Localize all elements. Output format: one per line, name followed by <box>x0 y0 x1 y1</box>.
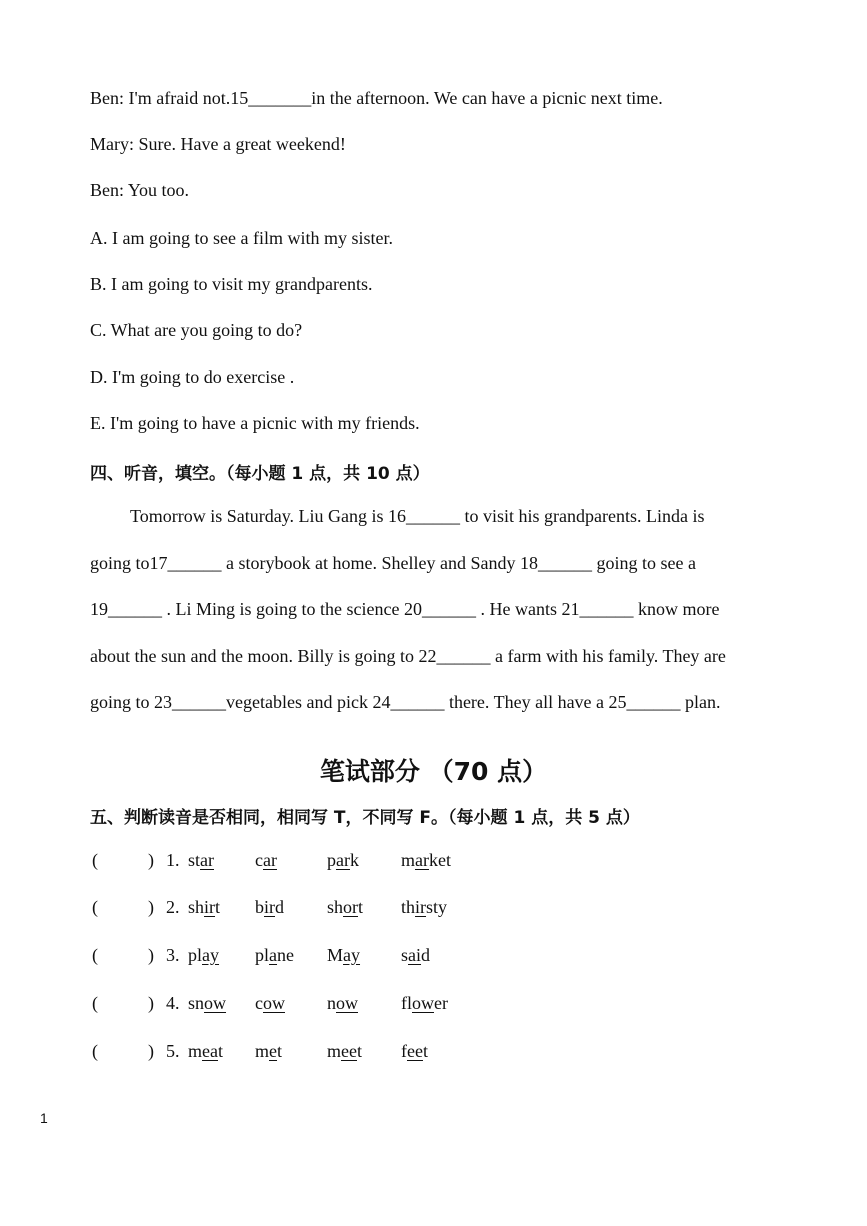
word-underlined-part: ow <box>263 993 285 1013</box>
word-part: er <box>434 993 448 1013</box>
word-part: sh <box>188 897 205 917</box>
written-part-title: 笔试部分 （70 点） <box>319 757 548 786</box>
word-underlined-part: ir <box>415 897 427 917</box>
word-part: t <box>358 897 364 917</box>
word-underlined-part: ar <box>263 850 277 870</box>
phonics-word-4 <box>401 945 430 966</box>
word-underlined-part: ow <box>204 993 227 1013</box>
word-part: pl <box>188 945 203 965</box>
phonics-row <box>92 897 592 923</box>
phonics-word-4 <box>401 993 448 1014</box>
word-part: s <box>401 945 409 965</box>
section5-heading: 五、判断读音是否相同，相同写 T，不同写 F。（每小题 1 点，共 5 点） <box>90 808 640 828</box>
dialogue-line-ben-2: Ben: You too. <box>90 180 190 200</box>
word-part: sty <box>426 897 448 917</box>
answer-paren-open[interactable]: ( <box>92 897 98 917</box>
item-number: 5. <box>166 1041 180 1061</box>
word-part: t <box>357 1041 363 1061</box>
answer-paren-close: ) <box>148 945 154 965</box>
word-underlined-part: ow <box>412 993 434 1013</box>
section4-heading: 四、听音，填空。（每小题 1 点，共 10 点） <box>90 464 430 484</box>
option-c: C. What are you going to do? <box>90 320 303 340</box>
phonics-word-1 <box>188 897 220 918</box>
word-underlined-part: ee <box>407 1041 423 1061</box>
section4-line-5: going to 23______vegetables and pick 24______ there. They all have a 25______ plan. <box>90 692 721 712</box>
phonics-word-3 <box>327 850 359 871</box>
section4-line-2: going to17______ a storybook at home. Shelley and Sandy 18______ going to see a <box>90 553 696 573</box>
phonics-row <box>92 993 592 1019</box>
answer-paren-open[interactable]: ( <box>92 850 98 870</box>
phonics-word-4 <box>401 850 451 871</box>
phonics-row <box>92 1041 592 1067</box>
word-part: th <box>401 897 416 917</box>
word-part: t <box>277 1041 283 1061</box>
word-underlined-part: ar <box>200 850 214 870</box>
word-part: f <box>401 1041 407 1061</box>
phonics-word-2 <box>255 945 294 966</box>
word-part: c <box>255 850 263 870</box>
answer-paren-open[interactable]: ( <box>92 1041 98 1061</box>
word-part: pl <box>255 945 270 965</box>
phonics-word-1 <box>188 993 226 1014</box>
phonics-word-4 <box>401 1041 428 1062</box>
option-a: A. I am going to see a film with my sister. <box>90 228 393 248</box>
word-underlined-part: a <box>269 945 278 965</box>
phonics-word-1 <box>188 1041 223 1062</box>
word-underlined-part: ow <box>336 993 358 1013</box>
word-part: m <box>188 1041 203 1061</box>
word-underlined-part: ay <box>202 945 220 965</box>
word-underlined-part: e <box>269 1041 278 1061</box>
page-number: 1 <box>40 1110 48 1126</box>
word-underlined-part: or <box>343 897 359 917</box>
word-underlined-part: ar <box>415 850 429 870</box>
word-part: fl <box>401 993 412 1013</box>
answer-paren-close: ) <box>148 850 154 870</box>
item-number: 1. <box>166 850 180 870</box>
word-part: st <box>188 850 201 870</box>
phonics-word-1 <box>188 850 214 871</box>
phonics-word-3 <box>327 1041 362 1062</box>
word-part: d <box>421 945 431 965</box>
answer-paren-close: ) <box>148 993 154 1013</box>
word-underlined-part: ar <box>336 850 350 870</box>
phonics-word-2 <box>255 897 284 918</box>
word-underlined-part: ay <box>343 945 361 965</box>
section4-line-4: about the sun and the moon. Billy is going to 22______ a farm with his family. They are <box>90 646 726 666</box>
word-part: t <box>422 1041 428 1061</box>
phonics-word-4 <box>401 897 447 918</box>
phonics-word-2 <box>255 993 285 1014</box>
answer-paren-open[interactable]: ( <box>92 945 98 965</box>
option-d: D. I'm going to do exercise . <box>90 367 295 387</box>
phonics-row <box>92 850 592 876</box>
phonics-word-3 <box>327 945 360 966</box>
phonics-row <box>92 945 592 971</box>
word-underlined-part: ai <box>408 945 422 965</box>
word-part: b <box>255 897 264 917</box>
phonics-word-2 <box>255 850 277 871</box>
word-part: ne <box>277 945 295 965</box>
item-number: 2. <box>166 897 180 917</box>
word-part: m <box>327 1041 342 1061</box>
option-e: E. I'm going to have a picnic with my friends. <box>90 413 420 433</box>
word-part: t <box>215 897 221 917</box>
section4-line-1: Tomorrow is Saturday. Liu Gang is 16______ to visit his grandparents. Linda is <box>130 506 705 526</box>
word-part: k <box>349 850 359 870</box>
word-part: M <box>327 945 344 965</box>
word-part: sh <box>327 897 344 917</box>
word-part: m <box>401 850 416 870</box>
item-number: 3. <box>166 945 180 965</box>
phonics-word-3 <box>327 993 358 1014</box>
word-underlined-part: ir <box>204 897 216 917</box>
word-part: ket <box>429 850 451 870</box>
answer-paren-close: ) <box>148 897 154 917</box>
word-part: c <box>255 993 263 1013</box>
dialogue-line-ben-1: Ben: I'm afraid not.15_______in the afternoon. We can have a picnic next time. <box>90 88 663 108</box>
dialogue-line-mary: Mary: Sure. Have a great weekend! <box>90 134 346 154</box>
word-part: sn <box>188 993 205 1013</box>
item-number: 4. <box>166 993 180 1013</box>
phonics-word-2 <box>255 1041 282 1062</box>
section4-line-3: 19______ . Li Ming is going to the science 20______ . He wants 21______ know more <box>90 599 720 619</box>
phonics-word-3 <box>327 897 363 918</box>
word-underlined-part: ir <box>264 897 275 917</box>
word-part: p <box>327 850 336 870</box>
answer-paren-close: ) <box>148 1041 154 1061</box>
phonics-word-1 <box>188 945 219 966</box>
word-part: t <box>218 1041 224 1061</box>
word-part: m <box>255 1041 270 1061</box>
option-b: B. I am going to visit my grandparents. <box>90 274 373 294</box>
answer-paren-open[interactable]: ( <box>92 993 98 1013</box>
word-underlined-part: ee <box>341 1041 357 1061</box>
word-part: n <box>327 993 336 1013</box>
word-part: d <box>275 897 284 917</box>
word-underlined-part: ea <box>202 1041 218 1061</box>
